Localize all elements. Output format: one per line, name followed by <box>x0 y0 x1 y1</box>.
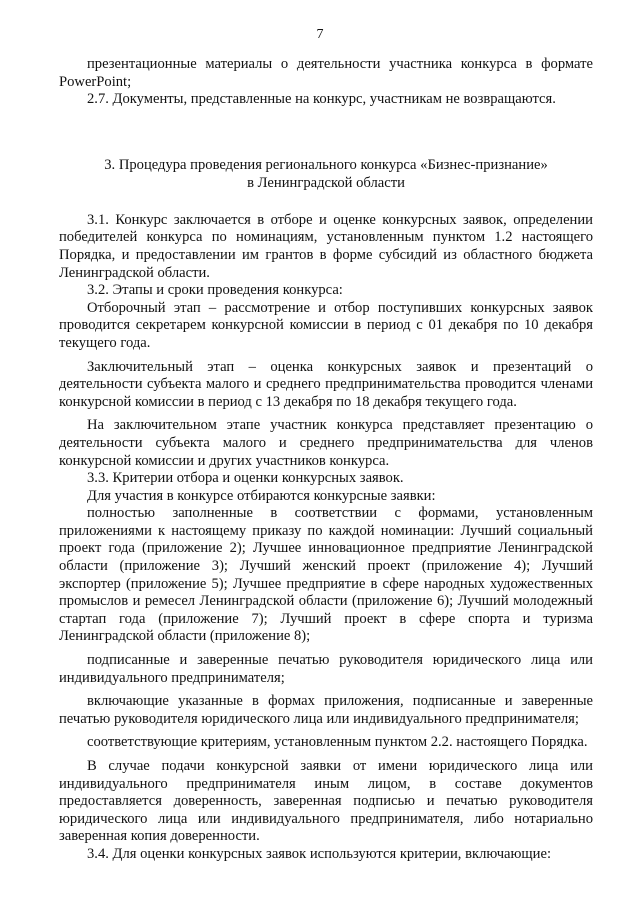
paragraph-final-stage: Заключительный этап – оценка конкурсных заявок и презентаций о деятельности субъекта малого и среднего предпринимательства проводится членами конкурсной комиссии в период с 13 декабря по 18 декабря текущего года. <box>59 358 593 410</box>
paragraph-2-7: 2.7. Документы, представленные на конкурс, участникам не возвращаются. <box>87 91 556 108</box>
section-3-heading <box>59 156 593 192</box>
paragraph-matching-criteria: соответствующие критериям, установленным пунктом 2.2. настоящего Порядка. <box>87 734 588 751</box>
paragraph-signed-sealed: подписанные и заверенные печатью руководителя юридического лица или индивидуального предпринимателя; <box>59 652 593 686</box>
paragraph-fully-completed: полностью заполненные в соответствии с формами, установленным приложениями к настоящему приказу по каждой номинации: Лучший социальный проект года (приложение 2); Лучшее инновационное предприятие Ленинградской области (приложение 3); Лучший женский проект (приложение 4); Лучший экспортер (приложение 5); Лучшее предприятие в сфере народных художественных промыслов и ремесел Ленинградской области (приложение 6); Лучший молодежный стартап года (приложение 7); Лучший проект в сфере спорта и туризма Ленинградской области (приложение 8); <box>59 505 593 645</box>
paragraph-presentation-materials: презентационные материалы о деятельности участника конкурса в формате PowerPoint; <box>59 56 593 90</box>
section-3-heading-line1: 3. Процедура проведения регионального конкурса «Бизнес-признание» <box>104 156 548 173</box>
paragraph-3-1: 3.1. Конкурс заключается в отборе и оценке конкурсных заявок, определении победителей конкурса по номинациям, установленным пунктом 1.2 настоящего Порядка, и предоставлении им грантов в форме субсидий из областного бюджета Ленинградской области. <box>59 211 593 281</box>
paragraph-3-4: 3.4. Для оценки конкурсных заявок используются критерии, включающие: <box>87 845 552 862</box>
page-number: 7 <box>316 27 324 42</box>
paragraph-selection-stage: Отборочный этап – рассмотрение и отбор поступивших конкурсных заявок проводится секретарем конкурсной комиссии в период с 01 декабря по 10 декабря текущего года. <box>59 299 593 351</box>
paragraph-including-specified: включающие указанные в формах приложения, подписанные и заверенные печатью руководителя юридического лица или индивидуального предпринимателя; <box>59 693 593 727</box>
section-3-heading-line2: в Ленинградской области <box>247 174 405 191</box>
paragraph-applications-selected: Для участия в конкурсе отбираются конкурсные заявки: <box>87 487 436 504</box>
paragraph-3-2: 3.2. Этапы и сроки проведения конкурса: <box>87 282 343 299</box>
paragraph-power-of-attorney: В случае подачи конкурсной заявки от имени юридического лица или индивидуального предпринимателя иным лицом, в составе документов предоставляется доверенность, заверенная подписью и печатью руководителя юридического лица или индивидуального предпринимателя, либо нотариально заверенная копия доверенности. <box>59 758 593 845</box>
paragraph-3-3: 3.3. Критерии отбора и оценки конкурсных заявок. <box>87 470 404 487</box>
paragraph-final-stage-presentation: На заключительном этапе участник конкурса представляет презентацию о деятельности субъекта малого и среднего предпринимательства для членов конкурсной комиссии и других участников конкурса. <box>59 417 593 469</box>
document-body <box>59 56 593 864</box>
